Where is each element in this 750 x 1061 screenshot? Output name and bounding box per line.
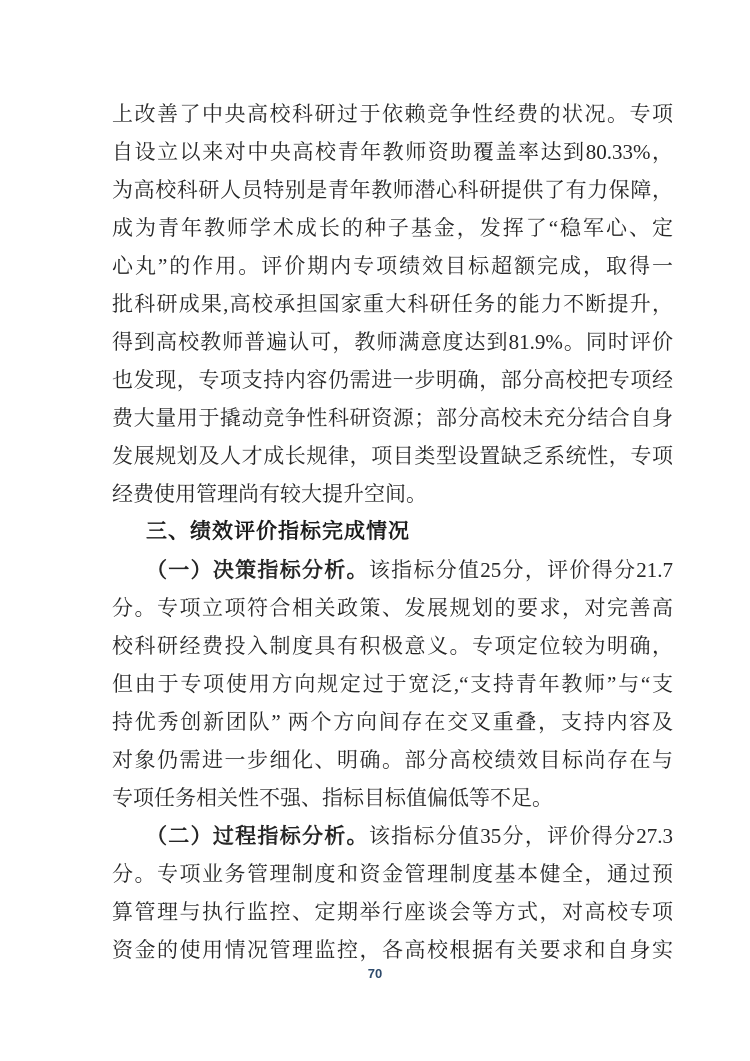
subsection-label: （二）过程指标分析。 [146,824,369,848]
page-number: 70 [367,966,383,981]
paragraph-line: 为高校科研人员特别是青年教师潜心科研提供了有力保障， [112,178,673,202]
paragraph-line: 发展规划及人才成长规律，项目类型设置缺乏系统性，专项 [112,444,673,468]
paragraph-line: 成为青年教师学术成长的种子基金，发挥了“稳军心、定 [112,216,673,240]
paragraph-line: 批科研成果,高校承担国家重大科研任务的能力不断提升， [112,292,673,316]
paragraph-line: 心丸”的作用。评价期内专项绩效目标超额完成，取得一 [112,254,673,278]
paragraph-line: 上改善了中央高校科研过于依赖竞争性经费的状况。专项 [112,102,673,126]
paragraph-line: 费大量用于撬动竞争性科研资源；部分高校未充分结合自身 [112,406,673,430]
subsection-label: （一）决策指标分析。 [146,558,369,582]
paragraph-line: 专项任务相关性不强、指标目标值偏低等不足。 [112,786,553,810]
text-content [112,95,673,969]
paragraph-line: 持优秀创新团队” 两个方向间存在交叉重叠，支持内容及 [112,710,673,734]
paragraph-text: 该指标分值25分，评价得分21.7 [368,558,673,582]
paragraph-line: 对象仍需进一步细化、明确。部分高校绩效目标尚存在与 [112,748,673,772]
paragraph-text: 该指标分值35分，评价得分27.3 [368,824,673,848]
paragraph-line: 资金的使用情况管理监控，各高校根据有关要求和自身实 [112,938,673,962]
paragraph-line: 校科研经费投入制度具有积极意义。专项定位较为明确， [112,634,673,658]
paragraph-line [112,551,673,589]
paragraph-line [112,817,673,855]
section-heading: 三、绩效评价指标完成情况 [146,520,410,543]
paragraph-line: 经费使用管理尚有较大提升空间。 [112,482,427,506]
paragraph-line: 得到高校教师普遍认可，教师满意度达到81.9%。同时评价 [112,330,673,354]
paragraph-line: 也发现，专项支持内容仍需进一步明确，部分高校把专项经 [112,368,673,392]
paragraph-line: 分。专项业务管理制度和资金管理制度基本健全，通过预 [112,862,673,886]
paragraph-line: 算管理与执行监控、定期举行座谈会等方式，对高校专项 [112,900,673,924]
paragraph-line: 但由于专项使用方向规定过于宽泛,“支持青年教师”与“支 [112,672,673,696]
paragraph-line: 自设立以来对中央高校青年教师资助覆盖率达到80.33%， [112,140,673,164]
paragraph-line: 分。专项立项符合相关政策、发展规划的要求，对完善高 [112,596,673,620]
